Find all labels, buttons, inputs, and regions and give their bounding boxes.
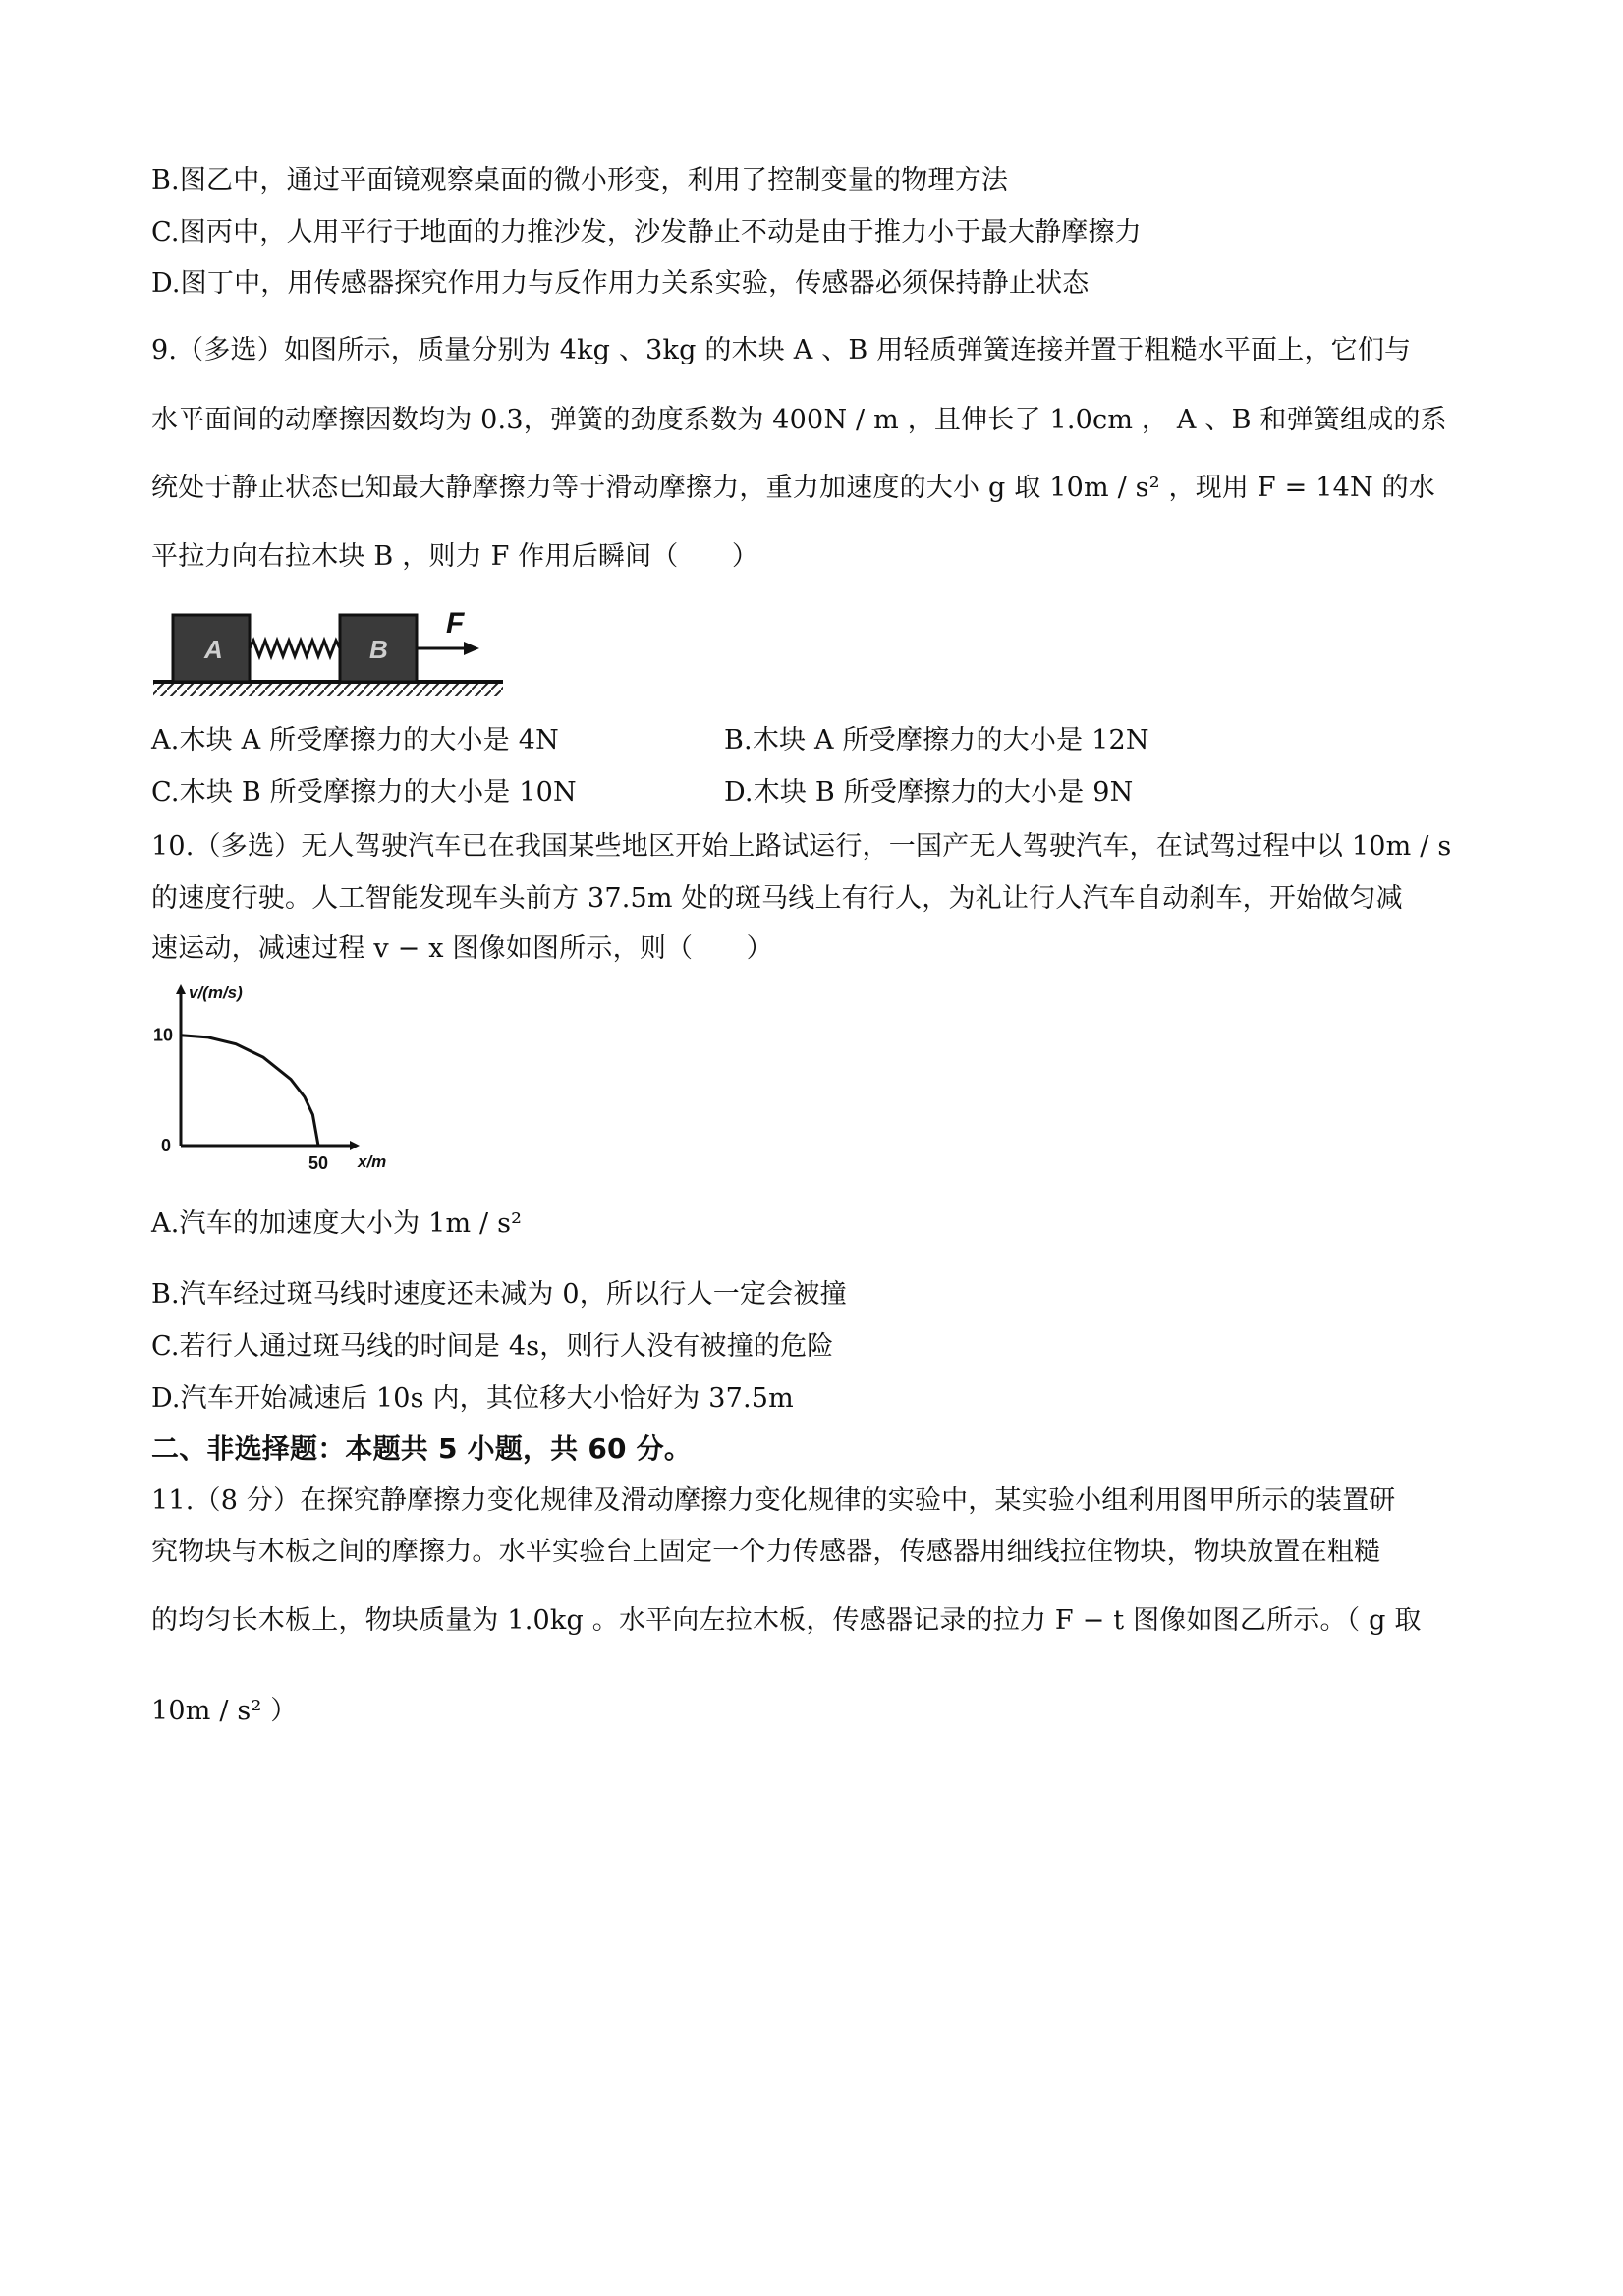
y-tick-label-10: 10	[153, 1025, 174, 1045]
question-9-line-1: 9.（多选）如图所示，质量分别为 4kg 、3kg 的木块 A 、B 用轻质弹簧连接并置于粗糙水平面上，它们与	[151, 335, 1412, 365]
vx-curve	[181, 1036, 318, 1146]
option-10d: D.汽车开始减速后 10s 内，其位移大小恰好为 37.5m	[151, 1383, 794, 1414]
blocks-spring-svg	[147, 591, 511, 700]
option-8b: B.图乙中，通过平面镜观察桌面的微小形变，利用了控制变量的物理方法	[151, 165, 1009, 196]
option-9c: C.木块 B 所受摩擦力的大小是 10N	[151, 777, 577, 808]
question-11-line-1: 11.（8 分）在探究静摩擦力变化规律及滑动摩擦力变化规律的实验中，某实验小组利用图甲所示的装置研	[151, 1485, 1396, 1516]
x-tick-label-50: 50	[308, 1153, 329, 1173]
option-10b: B.汽车经过斑马线时速度还未减为 0，所以行人一定会被撞	[151, 1279, 847, 1310]
option-8c: C.图丙中，人用平行于地面的力推沙发，沙发静止不动是由于推力小于最大静摩擦力	[151, 217, 1142, 248]
vx-chart-svg	[147, 984, 403, 1181]
question-10-line-1: 10.（多选）无人驾驶汽车已在我国某些地区开始上路试运行，一国产无人驾驶汽车，在试驾过程中以 10m / s	[151, 831, 1452, 862]
ground-hatching	[153, 684, 503, 696]
question-9-line-2: 水平面间的动摩擦因数均为 0.3，弹簧的劲度系数为 400N / m ，且伸长了 1.0cm ， A 、B 和弹簧组成的系	[151, 405, 1447, 435]
option-9b: B.木块 A 所受摩擦力的大小是 12N	[724, 725, 1149, 756]
option-8d: D.图丁中，用传感器探究作用力与反作用力关系实验，传感器必须保持静止状态	[151, 268, 1090, 299]
question-10-line-3: 速运动，减速过程 v − x 图像如图所示，则（ ）	[151, 933, 773, 964]
block-a-label: A	[204, 635, 223, 664]
y-axis-title: v/(m/s)	[189, 984, 243, 1002]
y-axis-arrow	[176, 984, 186, 994]
question-11-line-4: 10m / s² ）	[151, 1696, 298, 1726]
block-b-label: B	[369, 635, 388, 664]
vx-chart	[147, 984, 403, 1181]
question-9-line-4: 平拉力向右拉木块 B ，则力 F 作用后瞬间（ ）	[151, 541, 759, 572]
question-11-line-3: 的均匀长木板上，物块质量为 1.0kg 。水平向左拉木板，传感器记录的拉力 F − t 图像如图乙所示。（ g 取	[151, 1605, 1422, 1636]
option-9d: D.木块 B 所受摩擦力的大小是 9N	[724, 777, 1134, 808]
question-10-line-2: 的速度行驶。人工智能发现车头前方 37.5m 处的斑马线上有行人，为礼让行人汽车自动刹车，开始做匀减	[151, 883, 1403, 914]
option-10a: A.汽车的加速度大小为 1m / s²	[151, 1208, 523, 1239]
spring	[250, 641, 340, 656]
section-heading: 二、非选择题：本题共 5 小题，共 60 分。	[151, 1432, 693, 1465]
force-label: F	[446, 607, 465, 640]
x-axis-arrow	[350, 1141, 360, 1150]
question-11-line-2: 究物块与木板之间的摩擦力。水平实验台上固定一个力传感器，传感器用细线拉住物块，物块放置在粗糙	[151, 1537, 1381, 1567]
option-10c: C.若行人通过斑马线的时间是 4s，则行人没有被撞的危险	[151, 1331, 834, 1362]
question-9-line-3: 统处于静止状态已知最大静摩擦力等于滑动摩擦力，重力加速度的大小 g 取 10m / s² ，现用 F = 14N 的水	[151, 473, 1435, 503]
force-arrow-head	[464, 642, 479, 655]
blocks-spring-figure	[147, 591, 511, 700]
x-axis-title: x/m	[358, 1152, 387, 1171]
option-9a: A.木块 A 所受摩擦力的大小是 4N	[151, 725, 559, 756]
x-tick-label-0: 0	[161, 1136, 172, 1155]
